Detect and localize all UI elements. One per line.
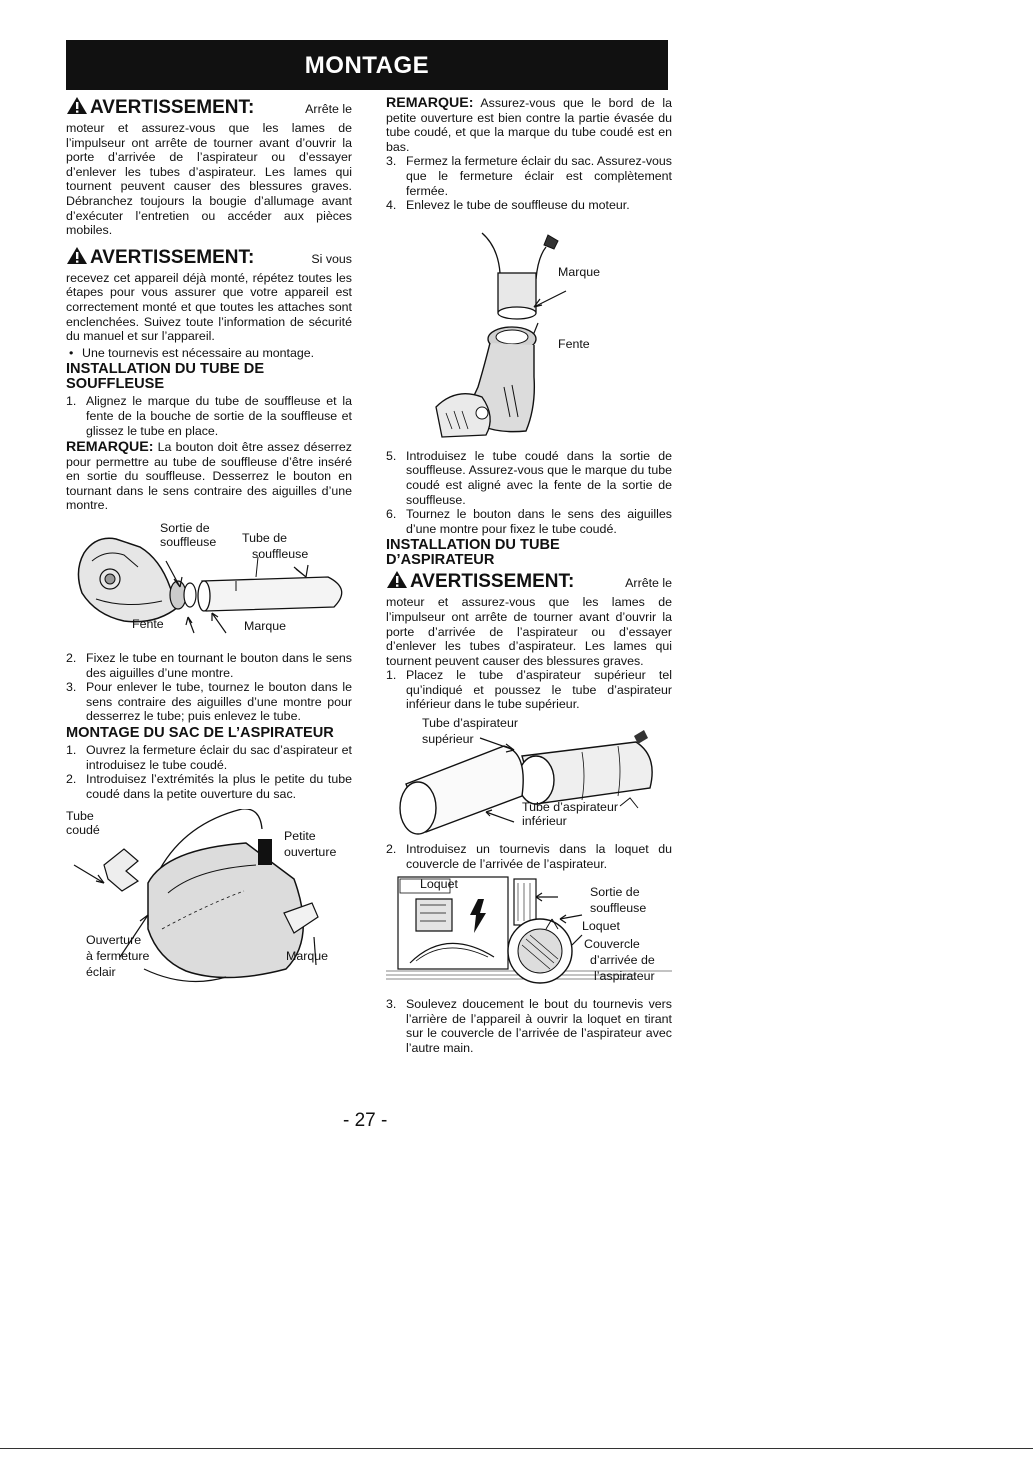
remark-paragraph: REMARQUE: Assurez-vous que le bord de la petite ouverture est bien contre la partie évasée du tube coudé, et que la marque du tube coudé est en bas.: [386, 95, 672, 154]
list-item: 3. Pour enlever le tube, tournez le bouton dans le sens contraire des aiguilles d’une montre pour desserrez le tube; puis enlevez le tube.: [66, 680, 352, 724]
label-tube-asp-inf: Tube d’aspirateur: [522, 800, 618, 815]
vacuum-tube-steps: [386, 668, 672, 712]
list-item: 2. Introduisez l’extrémités la plus le petite du tube coudé dans la petite ouverture du sac.: [66, 772, 352, 801]
label-eclair: éclair: [86, 965, 116, 980]
warning-icon: [66, 246, 88, 265]
label-coude: coudé: [66, 823, 100, 838]
list-item: 1. Ouvrez la fermeture éclair du sac d’aspirateur et introduisez le tube coudé.: [66, 743, 352, 772]
label-souffleuse-latch: souffleuse: [590, 901, 647, 916]
warning-text: moteur et assurez-vous que les lames de l’impulseur ont arrête de tourner avant d’ouvrir la porte d’arrivée de l’aspirateur ou d’essayer d’enlever les tubes d’aspirateur. Les lames qui tournent peuvent causer des blessures graves. Débranchez toujours la bougie d’allumage avant d’exécuter l’entretien ou accéder aux pièces mobiles.: [66, 121, 352, 238]
blower-tube-steps: [66, 394, 352, 438]
label-couvercle: Couvercle: [584, 937, 640, 952]
warning-heading: AVERTISSEMENT:: [410, 571, 575, 593]
section-title-blower-tube: INSTALLATION DU TUBE DE SOUFFLEUSE: [66, 361, 265, 393]
label-tube-asp-sup: Tube d’aspirateur: [422, 716, 518, 731]
label-marque: Marque: [244, 619, 287, 634]
list-item: 5. Introduisez le tube coudé dans la sortie de souffleuse. Assurez-vous que le marque du tube coudé est aligné avec la fente de la sortie de souffleuse.: [386, 448, 672, 507]
bottom-rule: [0, 1448, 1033, 1449]
warning-tail: Arrête le: [305, 102, 352, 116]
warning-block-1: [66, 96, 352, 238]
label-fente-elbow: Fente: [558, 336, 590, 351]
list-item: 4. Enlevez le tube de souffleuse du moteur.: [386, 198, 630, 213]
section-title-vacuum-tube: INSTALLATION DU TUBE D’ASPIRATEUR: [386, 537, 560, 569]
label-inferieur: inférieur: [522, 814, 567, 829]
label-sortie-latch: Sortie de: [590, 885, 640, 900]
label-darrivee: d’arrivée de: [590, 953, 655, 968]
vacuum-tubes-figure: [386, 716, 672, 838]
list-item: • Une tournevis est nécessaire au montage.: [69, 345, 315, 360]
vacuum-tube-steps-end: [386, 997, 672, 1055]
label-ouverture: ouverture: [284, 845, 337, 860]
label-fente: Fente: [132, 617, 164, 632]
vacuum-bag-figure: [66, 809, 352, 995]
warning-text: recevez cet appareil déjà monté, répétez toutes les étapes pour vous assurer que votre appareil est correctement monté et que toutes les attaches sont enclenchées. Suivez toute l’information de sécurité du manuel et sur l’appareil.: [66, 270, 352, 344]
elbow-tube-illustration: [386, 217, 672, 445]
remark-paragraph: REMARQUE: La bouton doit être assez déserrez pour permettre au tube de souffleuse d’être inséré en sortie du souffleuse. Desserrez le bouton en tournant dans le sens contraire des aiguilles d’une montre.: [66, 439, 352, 513]
left-column: [66, 96, 352, 999]
vacuum-bag-steps: [66, 743, 352, 801]
label-souffleuse-2: souffleuse: [252, 547, 309, 562]
list-item: 1. Alignez le marque du tube de souffleuse et la fente de la bouche de sortie de la souffleuse et glissez le tube en place.: [66, 394, 352, 438]
label-sortie: Sortie de: [160, 521, 210, 536]
list-item: 6. Tournez le bouton dans le sens des aiguilles d’une montre pour fixez le tube coudé.: [386, 507, 672, 536]
label-tube: Tube: [66, 809, 94, 824]
label-marque-elbow: Marque: [558, 264, 601, 279]
label-ouverture-zip: Ouverture: [86, 933, 142, 948]
vacuum-bag-steps-cont: [386, 154, 672, 212]
label-petite: Petite: [284, 829, 316, 844]
tools-list: [66, 346, 352, 361]
label-a-fermeture: à fermeture: [86, 949, 150, 964]
warning-text: moteur et assurez-vous que les lames de l’impulseur ont arrête de tourner avant d’ouvrir la porte d’arrivée de l’aspirateur ou d’essayer d’enlever les tubes d’aspirateur. Les lames qui tournent peuvent causer des blessures graves.: [386, 595, 672, 668]
vacuum-tube-steps-cont: [386, 842, 672, 871]
label-loquet-inset: Loquet: [420, 877, 458, 892]
list-item: 3. Soulevez doucement le bout du tournevis vers l’arrière de l’appareil à ouvrir la loquet en tirant sur le couvercle de l’arrivée de l’aspirateur avec l’autre main.: [386, 997, 672, 1056]
warning-block-3: [386, 570, 672, 668]
warning-tail: Arrête le: [625, 576, 672, 591]
right-column: [386, 96, 672, 1056]
warning-icon: [386, 570, 408, 589]
list-item: 2. Introduisez un tournevis dans la loquet du couvercle de l’arrivée de l’aspirateur.: [386, 842, 672, 871]
label-souffleuse: souffleuse: [160, 535, 217, 550]
warning-icon: [66, 96, 88, 115]
latch-figure: [386, 875, 672, 993]
page-number: - 27 -: [343, 1110, 388, 1131]
label-laspirateur: l’aspirateur: [594, 969, 655, 984]
label-tube-de: Tube de: [242, 531, 288, 546]
blower-tube-figure: [66, 517, 352, 647]
section-title-vacuum-bag: MONTAGE DU SAC DE L’ASPIRATEUR: [66, 725, 334, 742]
label-marque-bag: Marque: [286, 949, 329, 964]
blower-tube-steps-cont: [66, 651, 352, 724]
warning-tail: Si vous: [311, 251, 352, 266]
list-item: 1. Placez le tube d’aspirateur supérieur tel qu’indiqué et poussez le tube d’aspirateur inférieur dans le tube supérieur.: [386, 668, 672, 712]
warning-heading: AVERTISSEMENT:: [90, 97, 255, 118]
list-item: 2. Fixez le tube en tournant le bouton dans le sens des aiguilles d’une montre.: [66, 651, 352, 680]
warning-block-2: [66, 246, 352, 344]
label-loquet: Loquet: [582, 919, 620, 934]
page-title-banner: MONTAGE: [66, 40, 668, 90]
elbow-tube-figure: [386, 217, 672, 445]
list-item: 3. Fermez la fermeture éclair du sac. Assurez-vous que le fermeture éclair est complètement fermée.: [386, 154, 672, 198]
label-superieur: supérieur: [422, 732, 474, 747]
warning-heading: AVERTISSEMENT:: [90, 246, 255, 268]
elbow-tube-steps: [386, 449, 672, 537]
